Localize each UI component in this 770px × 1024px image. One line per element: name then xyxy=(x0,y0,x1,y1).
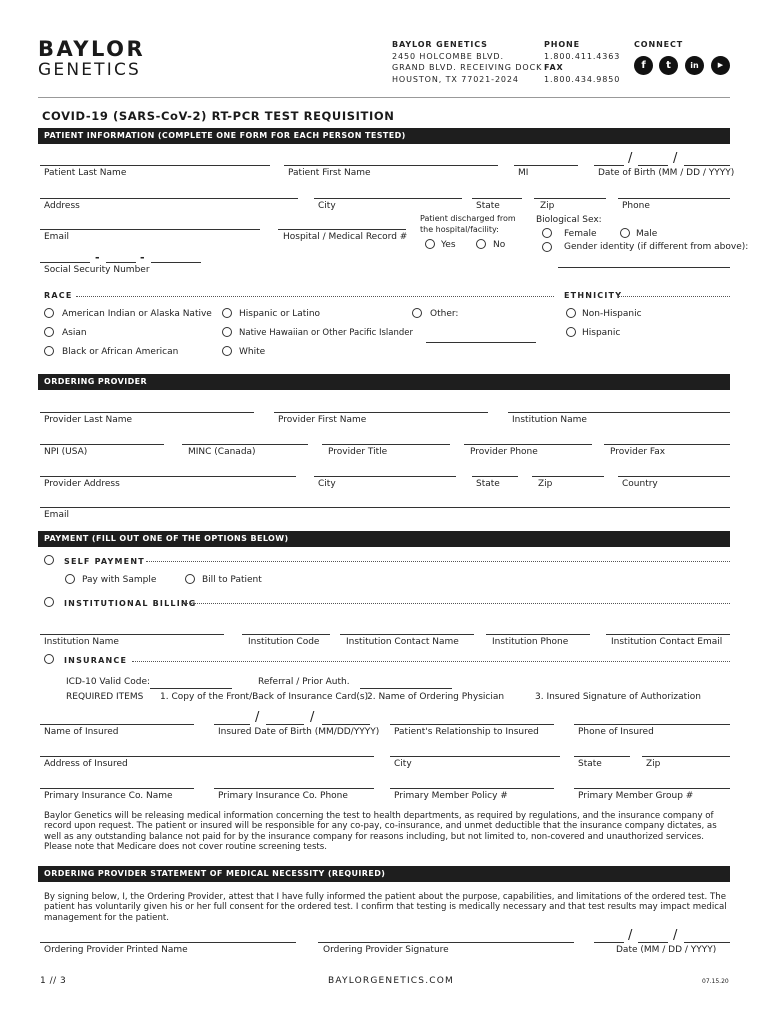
medical-record-label: Hospital / Medical Record # xyxy=(283,232,408,242)
insured-address-field[interactable] xyxy=(40,756,374,757)
npi-label: NPI (USA) xyxy=(44,447,88,457)
insured-zip-field[interactable] xyxy=(642,756,730,757)
provider-state-label: State xyxy=(476,479,500,489)
gender-identity-field[interactable] xyxy=(558,267,730,268)
contact-numbers xyxy=(544,39,620,85)
non-hispanic-label: Non-Hispanic xyxy=(582,309,642,319)
member-group-label: Primary Member Group # xyxy=(578,791,694,801)
race-hispanic-radio[interactable] xyxy=(222,308,232,318)
race-dots xyxy=(76,296,554,297)
patient-info-bar: PATIENT INFORMATION (COMPLETE ONE FORM FOR EACH PERSON TESTED) xyxy=(38,128,730,144)
address-line-4: HOUSTON, TX 77021-2024 xyxy=(392,74,519,84)
insurance-heading: INSURANCE xyxy=(64,656,128,665)
institution-name-label: Institution Name xyxy=(512,415,587,425)
relationship-label: Patient's Relationship to Insured xyxy=(394,727,539,737)
required-item-2: 2. Name of Ordering Physician xyxy=(367,692,505,702)
provider-address-label: Provider Address xyxy=(44,479,120,489)
insurance-radio[interactable] xyxy=(44,654,54,664)
provider-email-label: Email xyxy=(44,510,69,520)
ethnicity-dots xyxy=(618,296,730,297)
ssn-part1-field[interactable] xyxy=(40,262,90,263)
dob-month-field[interactable] xyxy=(594,165,624,166)
phone-number[interactable]: 1.800.411.4363 xyxy=(544,51,621,61)
payment-bar: PAYMENT (FILL OUT ONE OF THE OPTIONS BELOW) xyxy=(38,531,730,547)
member-group-field[interactable] xyxy=(574,788,730,789)
race-white-label: White xyxy=(239,347,266,357)
ordering-provider-bar: ORDERING PROVIDER xyxy=(38,374,730,390)
race-other-field[interactable] xyxy=(426,342,536,343)
race-heading: RACE xyxy=(44,291,73,300)
signature-label: Ordering Provider Signature xyxy=(323,945,449,955)
discharged-no-radio[interactable] xyxy=(476,239,486,249)
provider-phone-label: Provider Phone xyxy=(470,447,538,457)
patient-mi-field[interactable] xyxy=(514,165,578,166)
institution-name-field[interactable] xyxy=(508,412,730,413)
provider-zip-label: Zip xyxy=(538,479,553,489)
form-version: 07.15.20 xyxy=(702,978,729,985)
provider-title-field[interactable] xyxy=(322,444,450,445)
medical-necessity-bar: ORDERING PROVIDER STATEMENT OF MEDICAL NECESSITY (REQUIRED) xyxy=(38,866,730,882)
race-asian-radio[interactable] xyxy=(44,327,54,337)
dob-year-field[interactable] xyxy=(684,165,730,166)
connect-label: CONNECT xyxy=(634,40,684,49)
provider-country-field[interactable] xyxy=(618,476,730,477)
insurance-dots xyxy=(132,661,730,662)
insured-address-label: Address of Insured xyxy=(44,759,128,769)
patient-phone-label: Phone xyxy=(622,201,650,211)
insured-state-field[interactable] xyxy=(574,756,630,757)
primary-insurance-phone-label: Primary Insurance Co. Phone xyxy=(218,791,348,801)
institutional-billing-heading: INSTITUTIONAL BILLING xyxy=(64,599,197,608)
male-label: Male xyxy=(636,229,658,239)
signature-field[interactable] xyxy=(318,942,574,943)
patient-last-name-label: Patient Last Name xyxy=(44,168,127,178)
header-divider xyxy=(38,97,730,98)
provider-state-field[interactable] xyxy=(472,476,518,477)
hispanic-radio[interactable] xyxy=(566,327,576,337)
patient-state-label: State xyxy=(476,201,500,211)
female-label: Female xyxy=(564,229,597,239)
lab-address xyxy=(392,39,542,85)
twitter-icon[interactable]: t xyxy=(659,56,678,75)
insured-city-label: City xyxy=(394,759,412,769)
primary-insurance-name-label: Primary Insurance Co. Name xyxy=(44,791,173,801)
hispanic-label: Hispanic xyxy=(582,328,621,338)
biological-sex-label: Biological Sex: xyxy=(536,215,602,225)
patient-last-name-field[interactable] xyxy=(40,165,270,166)
patient-email-label: Email xyxy=(44,232,69,242)
discharged-yes-label: Yes xyxy=(441,240,456,250)
insured-dob-label: Insured Date of Birth (MM/DD/YYYY) xyxy=(218,727,380,737)
insured-dob-slash: / xyxy=(310,710,315,725)
institution-code-field[interactable] xyxy=(242,634,330,635)
provider-city-label: City xyxy=(318,479,336,489)
icd10-field[interactable] xyxy=(150,688,232,689)
ethnicity-heading: ETHNICITY xyxy=(564,291,623,300)
self-payment-heading: SELF PAYMENT xyxy=(64,557,145,566)
address-line-3: GRAND BLVD. RECEIVING DOCK xyxy=(392,63,543,72)
patient-address-label: Address xyxy=(44,201,80,211)
race-native-hawaiian-label: Native Hawaiian or Other Pacific Islander xyxy=(239,328,413,338)
insured-dob-day-field[interactable] xyxy=(266,724,304,725)
dob-label: Date of Birth (MM / DD / YYYY) xyxy=(598,168,735,178)
dob-slash: / xyxy=(673,151,678,166)
page-number: 1 // 3 xyxy=(40,976,67,986)
gender-identity-label: Gender identity (if different from above): xyxy=(564,242,749,252)
provider-first-name-field[interactable] xyxy=(274,412,488,413)
race-american-indian-label: American Indian or Alaska Native xyxy=(62,309,212,319)
institution-contact-field[interactable] xyxy=(340,634,474,635)
race-asian-label: Asian xyxy=(62,328,87,338)
primary-insurance-phone-field[interactable] xyxy=(214,788,374,789)
required-items-label: REQUIRED ITEMS xyxy=(66,692,144,702)
member-policy-field[interactable] xyxy=(390,788,554,789)
dob-day-field[interactable] xyxy=(638,165,668,166)
provider-zip-field[interactable] xyxy=(532,476,604,477)
institution-email-label: Institution Contact Email xyxy=(611,637,723,647)
self-payment-radio[interactable] xyxy=(44,555,54,565)
linkedin-icon[interactable]: in xyxy=(685,56,704,75)
provider-fax-label: Provider Fax xyxy=(610,447,666,457)
insured-city-field[interactable] xyxy=(390,756,560,757)
provider-email-field[interactable] xyxy=(40,507,730,508)
bill-to-patient-radio[interactable] xyxy=(185,574,195,584)
provider-phone-field[interactable] xyxy=(464,444,592,445)
fax-number: 1.800.434.9850 xyxy=(544,74,621,84)
pay-with-sample-label: Pay with Sample xyxy=(82,575,157,585)
self-payment-dots xyxy=(146,561,730,562)
race-black-radio[interactable] xyxy=(44,346,54,356)
gender-identity-radio[interactable] xyxy=(542,242,552,252)
discharged-yes-radio[interactable] xyxy=(425,239,435,249)
patient-phone-field[interactable] xyxy=(618,198,730,199)
institutional-billing-dots xyxy=(182,603,730,604)
member-policy-label: Primary Member Policy # xyxy=(394,791,508,801)
non-hispanic-radio[interactable] xyxy=(566,308,576,318)
icd10-label: ICD-10 Valid Code: xyxy=(66,677,151,687)
patient-first-name-label: Patient First Name xyxy=(288,168,371,178)
minc-field[interactable] xyxy=(182,444,308,445)
race-white-radio[interactable] xyxy=(222,346,232,356)
sign-date-year-field[interactable] xyxy=(684,942,730,943)
patient-mi-label: MI xyxy=(518,168,529,178)
fax-label: FAX xyxy=(544,63,564,72)
institution-phone-field[interactable] xyxy=(486,634,590,635)
male-radio[interactable] xyxy=(620,228,630,238)
ssn-label: Social Security Number xyxy=(44,265,150,275)
sign-date-month-field[interactable] xyxy=(594,942,624,943)
institution-phone-label: Institution Phone xyxy=(492,637,569,647)
address-line-1: BAYLOR GENETICS xyxy=(392,40,488,49)
required-item-1: 1. Copy of the Front/Back of Insurance Card(s) xyxy=(160,692,369,702)
sign-date-slash: / xyxy=(673,928,678,943)
ssn-dash: - xyxy=(140,251,145,264)
billing-institution-name-label: Institution Name xyxy=(44,637,119,647)
race-other-radio[interactable] xyxy=(412,308,422,318)
sign-date-day-field[interactable] xyxy=(638,942,668,943)
discharged-label-2: the hospital/facility: xyxy=(420,225,499,234)
provider-title-label: Provider Title xyxy=(328,447,388,457)
ssn-part2-field[interactable] xyxy=(106,262,136,263)
patient-state-field[interactable] xyxy=(472,198,522,199)
printed-name-field[interactable] xyxy=(40,942,296,943)
discharged-no-label: No xyxy=(493,240,506,250)
bill-to-patient-label: Bill to Patient xyxy=(202,575,262,585)
referral-label: Referral / Prior Auth. xyxy=(258,677,350,687)
female-radio[interactable] xyxy=(542,228,552,238)
relationship-field[interactable] xyxy=(390,724,554,725)
medical-record-field[interactable] xyxy=(278,229,406,230)
insured-dob-year-field[interactable] xyxy=(322,724,370,725)
insured-state-label: State xyxy=(578,759,602,769)
dob-slash: / xyxy=(628,151,633,166)
billing-institution-name-field[interactable] xyxy=(40,634,224,635)
race-hispanic-label: Hispanic or Latino xyxy=(239,309,321,319)
form-title: COVID-19 (SARS-CoV-2) RT-PCR TEST REQUISITION xyxy=(42,109,395,123)
race-native-hawaiian-radio[interactable] xyxy=(222,327,232,337)
logo-top: BAYLOR xyxy=(38,37,146,61)
pay-with-sample-radio[interactable] xyxy=(65,574,75,584)
minc-label: MINC (Canada) xyxy=(188,447,256,457)
institution-email-field[interactable] xyxy=(606,634,730,635)
address-line-2: 2450 HOLCOMBE BLVD. xyxy=(392,51,504,61)
provider-city-field[interactable] xyxy=(314,476,456,477)
sign-date-label: Date (MM / DD / YYYY) xyxy=(616,945,717,955)
race-other-label: Other: xyxy=(430,309,459,319)
patient-zip-field[interactable] xyxy=(534,198,606,199)
provider-country-label: Country xyxy=(622,479,658,489)
insured-name-field[interactable] xyxy=(40,724,194,725)
baylor-genetics-logo xyxy=(38,38,145,80)
insurance-disclaimer: Baylor Genetics will be releasing medical information concerning the test to health departments, as required by regulations, and the insurance company of record upon request. The patient or insured will be responsible for any co-pay, co-insurance, and unmet deductible that the insurance company dictates, as well as any outstanding balance not paid for by the insurance company for reasons including, but not limited to, non-covered and unauthorized services. Please note that Medicare does not cover routine screening tests. xyxy=(44,811,717,853)
patient-zip-label: Zip xyxy=(540,201,555,211)
ssn-dash: - xyxy=(95,251,100,264)
provider-first-name-label: Provider First Name xyxy=(278,415,367,425)
insured-dob-slash: / xyxy=(255,710,260,725)
patient-address-field[interactable] xyxy=(40,198,298,199)
institution-contact-label: Institution Contact Name xyxy=(346,637,459,647)
race-black-label: Black or African American xyxy=(62,347,179,357)
insured-name-label: Name of Insured xyxy=(44,727,119,737)
logo-bottom: GENETICS xyxy=(38,60,142,80)
patient-first-name-field[interactable] xyxy=(284,165,498,166)
patient-email-field[interactable] xyxy=(40,229,260,230)
printed-name-label: Ordering Provider Printed Name xyxy=(44,945,188,955)
race-american-indian-radio[interactable] xyxy=(44,308,54,318)
sign-date-slash: / xyxy=(628,928,633,943)
provider-address-field[interactable] xyxy=(40,476,296,477)
referral-field[interactable] xyxy=(360,688,452,689)
required-item-3: 3. Insured Signature of Authorization xyxy=(535,692,701,702)
insured-zip-label: Zip xyxy=(646,759,661,769)
insured-phone-field[interactable] xyxy=(574,724,730,725)
institution-code-label: Institution Code xyxy=(248,637,320,647)
ssn-part3-field[interactable] xyxy=(151,262,201,263)
youtube-icon[interactable]: ▶ xyxy=(711,56,730,75)
npi-field[interactable] xyxy=(40,444,164,445)
provider-last-name-field[interactable] xyxy=(40,412,254,413)
phone-label: PHONE xyxy=(544,40,581,49)
institutional-billing-radio[interactable] xyxy=(44,597,54,607)
provider-last-name-label: Provider Last Name xyxy=(44,415,133,425)
insured-dob-month-field[interactable] xyxy=(214,724,250,725)
insured-phone-label: Phone of Insured xyxy=(578,727,654,737)
facebook-icon[interactable]: f xyxy=(634,56,653,75)
discharged-label: Patient discharged from xyxy=(420,214,516,223)
patient-city-label: City xyxy=(318,201,336,211)
necessity-statement: By signing below, I, the Ordering Provider, attest that I have fully informed the patient about the purpose, capabilities, and limitations of the ordered test. The patient has voluntarily given his or her full consent for the ordered test. I confirm that testing is medically necessary and that test results may impact medical management for the patient. xyxy=(44,892,727,923)
primary-insurance-name-field[interactable] xyxy=(40,788,194,789)
provider-fax-field[interactable] xyxy=(604,444,730,445)
website-link[interactable]: BAYLORGENETICS.COM xyxy=(328,976,454,986)
patient-city-field[interactable] xyxy=(314,198,462,199)
